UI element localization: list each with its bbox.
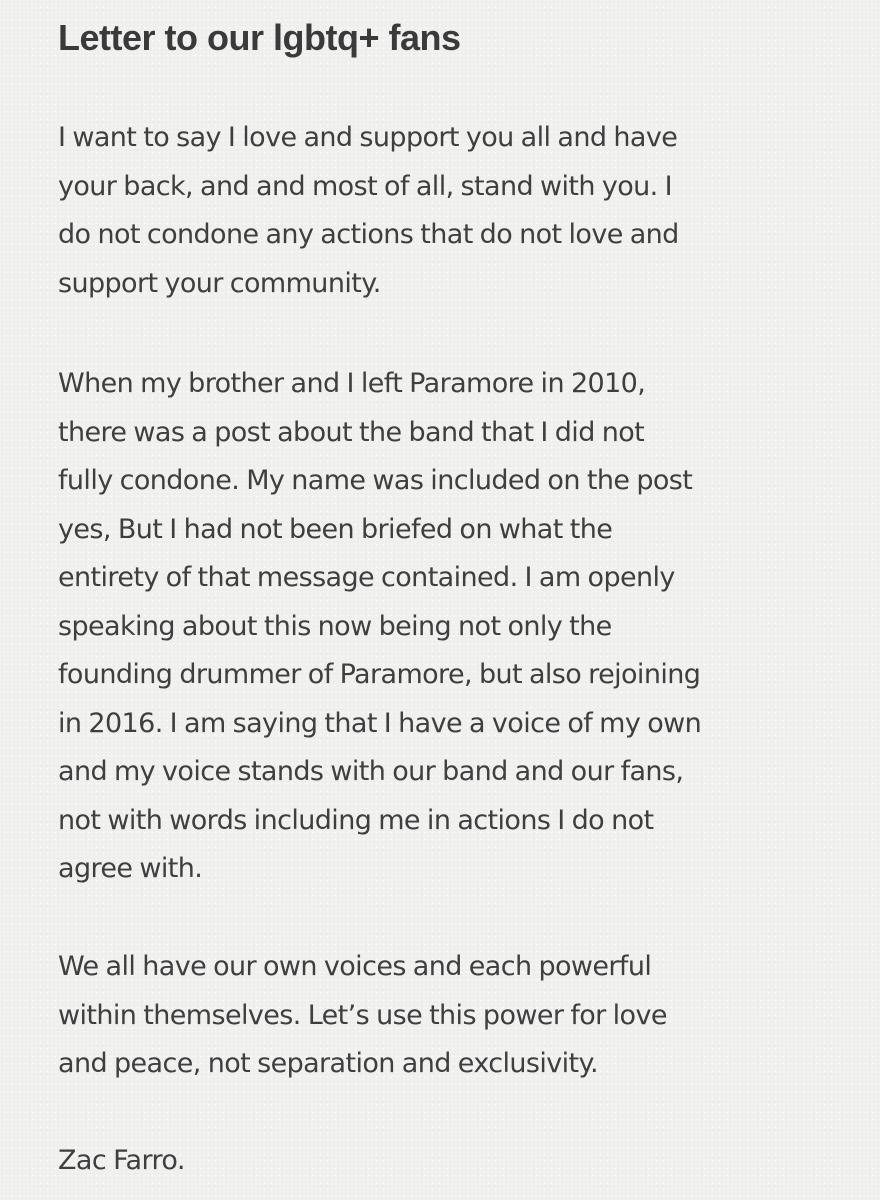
paragraph-history <box>58 360 701 894</box>
letter-title: Letter to our lgbtq+ fans <box>58 17 461 58</box>
text-line: yes, But I had not been briefed on what the <box>58 513 613 545</box>
text-line: and peace, not separation and exclusivity. <box>58 1048 599 1079</box>
text-line: not with words including me in actions I do not <box>58 804 654 836</box>
text-line: entirety of that message contained. I am openly <box>58 562 675 593</box>
text-line: and my voice stands with our band and our fans, <box>58 756 684 787</box>
text-line: support your community. <box>58 267 381 299</box>
text-line: I want to say I love and support you all and have <box>58 122 678 153</box>
text-line: We all have our own voices and each powerful <box>58 951 652 982</box>
text-line: speaking about this now being not only the <box>58 610 612 642</box>
text-line: your back, and and most of all, stand with you. I <box>58 170 672 202</box>
paragraph-closing <box>58 943 667 1089</box>
text-line: in 2016. I am saying that I have a voice of my own <box>58 707 702 739</box>
signature <box>58 1137 185 1186</box>
text-line: do not condone any actions that do not love and <box>58 219 679 250</box>
signature-text: Zac Farro. <box>58 1145 185 1176</box>
text-line: fully condone. My name was included on the post <box>58 465 693 496</box>
text-line: founding drummer of Paramore, but also rejoining <box>58 659 701 690</box>
text-line: When my brother and I left Paramore in 2010, <box>58 368 646 399</box>
text-line: agree with. <box>58 853 203 884</box>
text-line: there was a post about the band that I did not <box>58 416 645 448</box>
paragraph-support <box>58 114 679 308</box>
text-line: within themselves. Let’s use this power for love <box>58 999 667 1031</box>
